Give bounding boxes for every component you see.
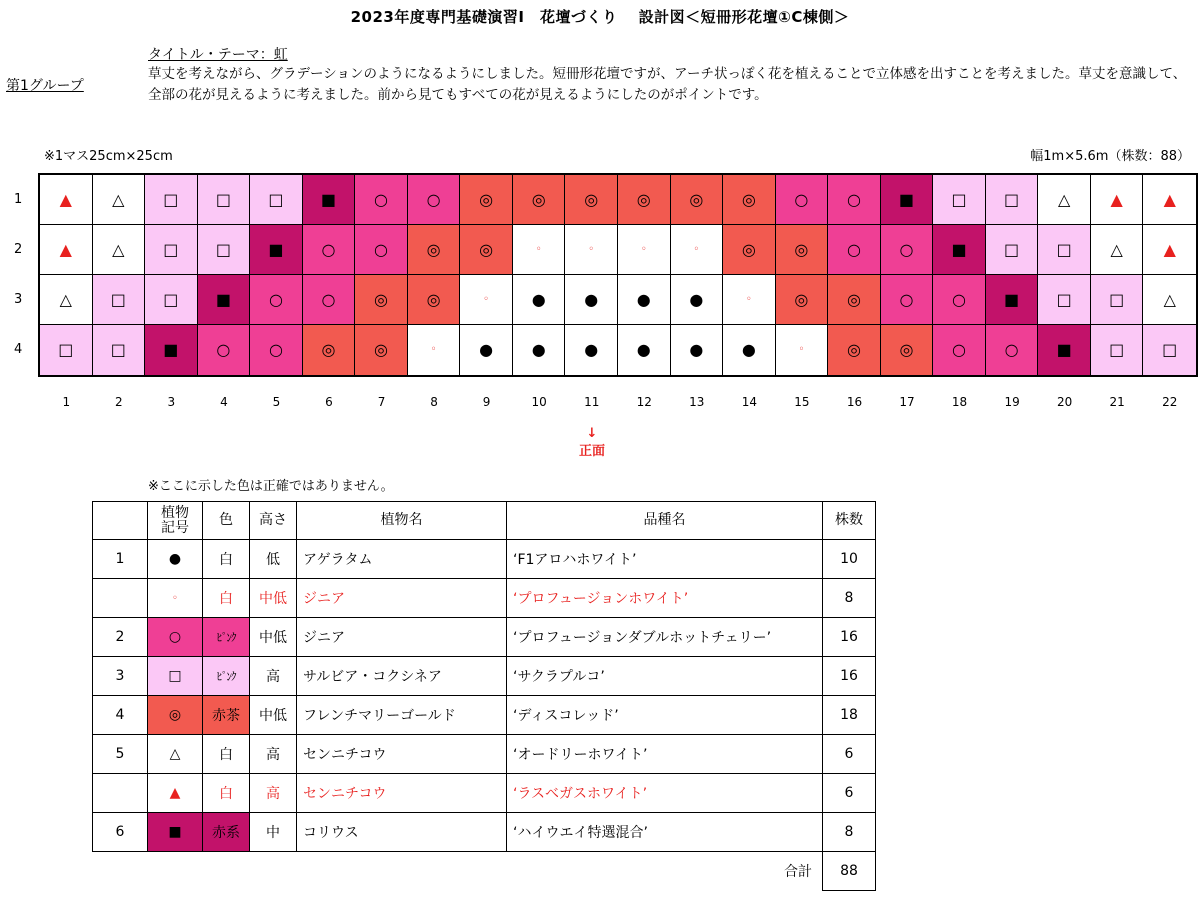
legend-variety: ‘オードリーホワイト’	[507, 735, 823, 774]
column-label: 8	[430, 395, 438, 409]
bed-cell: ○	[303, 225, 356, 275]
bed-cell: □	[198, 175, 251, 225]
bed-cell: ○	[828, 225, 881, 275]
legend-plant: ジニア	[297, 579, 507, 618]
legend-symbol: □	[148, 657, 203, 696]
column-label: 11	[584, 395, 600, 409]
bed-size-note: 幅1m×5.6m（株数：88）	[1030, 149, 1190, 164]
legend-height: 高	[250, 657, 297, 696]
legend-height: 低	[250, 540, 297, 579]
description-text: 草丈を考えながら、グラデーションのようになるようにしました。短冊形花壇ですが、アーチ状っぽく花を植えることで立体感を出すことを考えました。草丈を意識して、全部の花が見えるように考えました。前から見てもすべての花が見えるようにしたのがポイントです。	[148, 66, 1187, 103]
theme-label: タイトル・テーマ：虹	[148, 47, 288, 63]
bed-cell: □	[933, 175, 986, 225]
bed-cell: ○	[986, 325, 1039, 375]
bed-cell: ■	[933, 225, 986, 275]
bed-cell: ◎	[408, 225, 461, 275]
legend-row	[93, 813, 876, 852]
bed-cell: ◦	[460, 275, 513, 325]
bed-cell: ◎	[303, 325, 356, 375]
legend-num: 5	[93, 735, 148, 774]
header-symbol: 植物記号	[148, 502, 203, 540]
bed-cell: □	[145, 225, 198, 275]
bed-cell: ●	[618, 275, 671, 325]
legend-total-row	[93, 852, 876, 891]
bed-cell: ○	[776, 175, 829, 225]
legend-symbol: ◎	[148, 696, 203, 735]
legend-variety: ‘プロフュージョンダブルホットチェリー’	[507, 618, 823, 657]
column-label: 21	[1109, 395, 1125, 409]
legend-num: 3	[93, 657, 148, 696]
column-label: 18	[951, 395, 968, 409]
legend-height: 中低	[250, 618, 297, 657]
legend-header-row	[93, 502, 876, 540]
column-label: 7	[377, 395, 386, 409]
legend-row	[93, 774, 876, 813]
group-label: 第1グループ	[6, 78, 84, 94]
legend-height: 中低	[250, 696, 297, 735]
legend-color: ﾋﾟﾝｸ	[203, 618, 250, 657]
flower-bed-grid	[38, 173, 1198, 377]
bed-cell: △	[93, 225, 146, 275]
bed-cell: ●	[513, 275, 566, 325]
bed-cell: ◦	[408, 325, 461, 375]
bed-cell: ◦	[723, 275, 776, 325]
column-label: 15	[794, 395, 810, 409]
column-label: 5	[272, 395, 281, 409]
column-label: 3	[167, 395, 176, 409]
bed-cell: □	[986, 225, 1039, 275]
bed-cell: □	[93, 325, 146, 375]
bed-cell: ◎	[671, 175, 724, 225]
header-color: 色	[203, 502, 250, 540]
front-indicator	[570, 425, 614, 461]
bed-cell: ◦	[513, 225, 566, 275]
bed-cell: ◎	[565, 175, 618, 225]
bed-cell: □	[145, 175, 198, 225]
legend-count: 8	[823, 579, 876, 618]
bed-cell: ●	[565, 275, 618, 325]
bed-cell: □	[40, 325, 93, 375]
legend-row	[93, 657, 876, 696]
legend-symbol: ■	[148, 813, 203, 852]
column-label: 17	[899, 395, 915, 409]
legend-count: 16	[823, 657, 876, 696]
bed-cell: ○	[933, 275, 986, 325]
legend-height: 中	[250, 813, 297, 852]
legend-color: 白	[203, 579, 250, 618]
bed-cell: ◎	[881, 325, 934, 375]
legend-row	[93, 579, 876, 618]
bed-cell: ◦	[565, 225, 618, 275]
header-num	[93, 502, 148, 540]
bed-cell: ▲	[40, 225, 93, 275]
row-label: 4	[14, 342, 23, 357]
column-label: 12	[636, 395, 652, 409]
bed-cell: □	[250, 175, 303, 225]
column-label: 9	[482, 395, 491, 409]
bed-cell: ▲	[1143, 225, 1196, 275]
bed-cell: ◎	[828, 325, 881, 375]
legend-variety: ‘サクラプルコ’	[507, 657, 823, 696]
bed-cell: ◎	[460, 225, 513, 275]
legend-num	[93, 579, 148, 618]
legend-symbol: ●	[148, 540, 203, 579]
plant-legend-table	[92, 501, 876, 891]
bed-cell: □	[145, 275, 198, 325]
legend-num: 2	[93, 618, 148, 657]
bed-cell: ◎	[355, 325, 408, 375]
column-label: 16	[846, 395, 863, 409]
bed-cell: ◎	[460, 175, 513, 225]
bed-cell: ◦	[671, 225, 724, 275]
bed-cell: ○	[355, 175, 408, 225]
legend-num	[93, 774, 148, 813]
column-label: 20	[1056, 395, 1073, 409]
header-variety: 品種名	[507, 502, 823, 540]
bed-cell: □	[93, 275, 146, 325]
bed-cell: ▲	[1091, 175, 1144, 225]
bed-cell: ■	[303, 175, 356, 225]
bed-cell: ●	[671, 275, 724, 325]
legend-plant: センニチコウ	[297, 735, 507, 774]
bed-cell: □	[986, 175, 1039, 225]
legend-color: 白	[203, 735, 250, 774]
bed-cell: ◦	[776, 325, 829, 375]
bed-cell: ○	[933, 325, 986, 375]
color-disclaimer: ※ここに示した色は正確ではありません。	[148, 479, 394, 494]
bed-cell: ●	[460, 325, 513, 375]
legend-height: 高	[250, 774, 297, 813]
column-label: 13	[689, 395, 705, 409]
legend-symbol: ◦	[148, 579, 203, 618]
bed-cell: □	[1091, 275, 1144, 325]
bed-cell: ○	[250, 275, 303, 325]
row-label: 2	[14, 242, 23, 257]
bed-cell: ○	[250, 325, 303, 375]
legend-variety: ‘ディスコレッド’	[507, 696, 823, 735]
column-label: 4	[220, 395, 228, 409]
legend-count: 18	[823, 696, 876, 735]
bed-cell: △	[1038, 175, 1091, 225]
column-label: 22	[1162, 395, 1178, 409]
column-label: 19	[1004, 395, 1020, 409]
bed-cell: ○	[355, 225, 408, 275]
bed-cell: ●	[565, 325, 618, 375]
bed-cell: ◦	[618, 225, 671, 275]
bed-cell: □	[1091, 325, 1144, 375]
bed-cell: ●	[723, 325, 776, 375]
legend-num: 1	[93, 540, 148, 579]
bed-cell: ○	[198, 325, 251, 375]
column-label: 6	[325, 395, 333, 409]
bed-cell: ○	[828, 175, 881, 225]
legend-variety: ‘ハイウエイ特選混合’	[507, 813, 823, 852]
legend-count: 8	[823, 813, 876, 852]
legend-height: 高	[250, 735, 297, 774]
bed-cell: ▲	[40, 175, 93, 225]
legend-color: 赤系	[203, 813, 250, 852]
legend-plant: コリウス	[297, 813, 507, 852]
bed-cell: ○	[881, 275, 934, 325]
bed-cell: △	[40, 275, 93, 325]
legend-height: 中低	[250, 579, 297, 618]
legend-row	[93, 696, 876, 735]
legend-color: 赤茶	[203, 696, 250, 735]
column-label: 14	[741, 395, 757, 409]
bed-cell: □	[198, 225, 251, 275]
front-label: 正面	[578, 444, 605, 459]
bed-cell: ◎	[355, 275, 408, 325]
bed-cell: ●	[671, 325, 724, 375]
bed-cell: ○	[881, 225, 934, 275]
legend-plant: アゲラタム	[297, 540, 507, 579]
grid-scale-note: ※1マス25cm×25cm	[44, 149, 173, 164]
page-title: 2023年度専門基礎演習Ⅰ 花壇づくり 設計図＜短冊形花壇①C棟側＞	[350, 8, 850, 26]
legend-symbol: ▲	[148, 774, 203, 813]
legend-row	[93, 540, 876, 579]
bed-cell: ■	[986, 275, 1039, 325]
legend-num: 6	[93, 813, 148, 852]
bed-cell: □	[1038, 225, 1091, 275]
bed-cell: ■	[881, 175, 934, 225]
legend-count: 6	[823, 774, 876, 813]
total-count: 88	[823, 852, 876, 891]
header-plant: 植物名	[297, 502, 507, 540]
bed-cell: ■	[198, 275, 251, 325]
legend-count: 16	[823, 618, 876, 657]
legend-symbol: △	[148, 735, 203, 774]
legend-variety: ‘プロフュージョンホワイト’	[507, 579, 823, 618]
legend-symbol: ○	[148, 618, 203, 657]
bed-cell: ◎	[776, 225, 829, 275]
column-label: 10	[531, 395, 547, 409]
bed-cell: ◎	[776, 275, 829, 325]
bed-cell: ○	[408, 175, 461, 225]
bed-cell: ◎	[828, 275, 881, 325]
legend-color: ﾋﾟﾝｸ	[203, 657, 250, 696]
bed-cell: □	[1038, 275, 1091, 325]
legend-row	[93, 735, 876, 774]
header-height: 高さ	[250, 502, 297, 540]
bed-cell: ●	[513, 325, 566, 375]
legend-count: 6	[823, 735, 876, 774]
column-label: 2	[114, 395, 123, 409]
bed-cell: ○	[303, 275, 356, 325]
legend-variety: ‘ラスベガスホワイト’	[507, 774, 823, 813]
down-arrow-icon: ↓	[586, 426, 598, 441]
bed-cell: ◎	[513, 175, 566, 225]
header-count: 株数	[823, 502, 876, 540]
total-label: 合計	[784, 864, 812, 881]
legend-plant: センニチコウ	[297, 774, 507, 813]
bed-cell: □	[1143, 325, 1196, 375]
bed-cell: △	[1143, 275, 1196, 325]
legend-color: 白	[203, 774, 250, 813]
legend-variety: ‘F1アロハホワイト’	[507, 540, 823, 579]
legend-plant: サルビア・コクシネア	[297, 657, 507, 696]
bed-cell: ●	[618, 325, 671, 375]
row-label: 3	[14, 292, 23, 307]
bed-cell: ■	[1038, 325, 1091, 375]
bed-cell: ▲	[1143, 175, 1196, 225]
bed-cell: ◎	[618, 175, 671, 225]
legend-color: 白	[203, 540, 250, 579]
row-label: 1	[14, 192, 23, 207]
bed-cell: △	[1091, 225, 1144, 275]
column-label: 1	[62, 395, 71, 409]
bed-cell: ■	[250, 225, 303, 275]
legend-plant: フレンチマリーゴールド	[297, 696, 507, 735]
bed-cell: ◎	[408, 275, 461, 325]
legend-plant: ジニア	[297, 618, 507, 657]
legend-num: 4	[93, 696, 148, 735]
bed-cell: ◎	[723, 225, 776, 275]
bed-cell: ■	[145, 325, 198, 375]
bed-cell: ◎	[723, 175, 776, 225]
legend-count: 10	[823, 540, 876, 579]
bed-cell: △	[93, 175, 146, 225]
legend-row	[93, 618, 876, 657]
